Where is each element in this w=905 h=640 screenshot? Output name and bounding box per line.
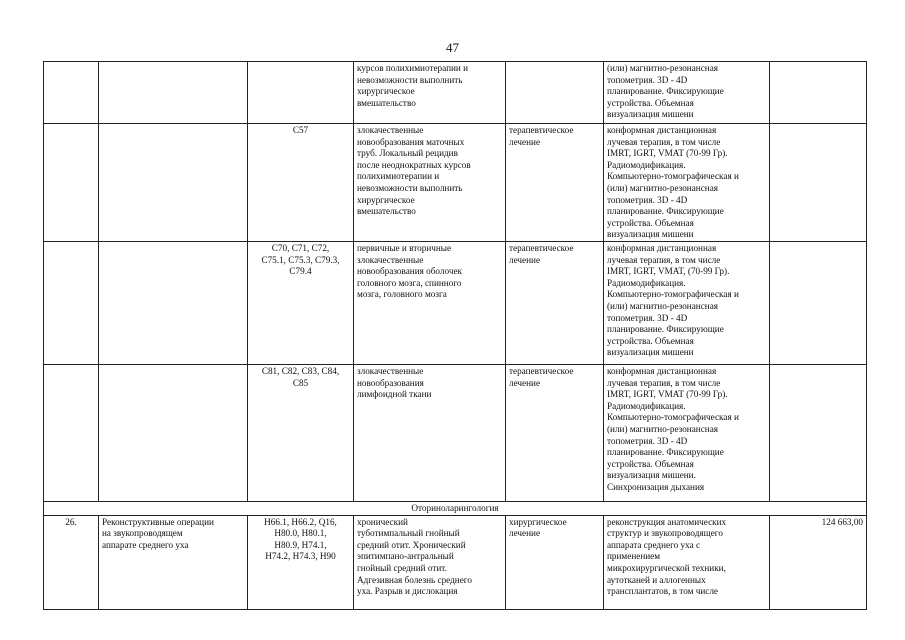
treatment-type-cell xyxy=(506,62,604,124)
page-number: 47 xyxy=(446,40,459,55)
method-cell: конформная дистанционная лучевая терапия, в том числе IMRT, IGRT, VMAT, (70-99 Гр). Радиомодификация. Компьютерно-томографическая и (или) магнитно-резонансная топометрия. 3D - 4D планирование. Фиксирующие устройства. Объемная визуализация мишени xyxy=(604,241,770,364)
intervention-name-cell: Реконструктивные операции на звукопроводящем аппарате среднего уха xyxy=(99,515,248,609)
section-header-row xyxy=(44,501,867,515)
treatment-table xyxy=(43,61,867,610)
diagnosis-cell: злокачественные новообразования маточных труб. Локальный рецидив после неоднократных курсов полихимиотерапии и невозможности выполнить хирургическое вмешательство xyxy=(354,124,506,242)
diagnosis-cell: первичные и вторичные злокачественные новообразования оболочек головного мозга, спинного мозга, головного мозга xyxy=(354,241,506,364)
treatment-type-cell: терапевтическое лечение xyxy=(506,364,604,501)
cost-cell xyxy=(770,364,867,501)
row-number-cell xyxy=(44,62,99,124)
icd-codes-cell: C81, C82, C83, C84, C85 xyxy=(248,364,354,501)
row-number-cell xyxy=(44,241,99,364)
treatment-type-cell: терапевтическое лечение xyxy=(506,241,604,364)
intervention-name-cell xyxy=(99,364,248,501)
cost-cell xyxy=(770,241,867,364)
table-row xyxy=(44,124,867,242)
table-row xyxy=(44,364,867,501)
section-title: Оториноларингология xyxy=(44,501,867,515)
treatment-type-cell: хирургическое лечение xyxy=(506,515,604,609)
icd-codes-cell xyxy=(248,62,354,124)
table-row xyxy=(44,241,867,364)
row-number-cell: 26. xyxy=(44,515,99,609)
cost-cell xyxy=(770,62,867,124)
method-cell: (или) магнитно-резонансная топометрия. 3D - 4D планирование. Фиксирующие устройства. Объемная визуализация мишени xyxy=(604,62,770,124)
icd-codes-cell: H66.1, H66.2, Q16, H80.0, H80.1, H80.9, H74.1, H74.2, H74.3, H90 xyxy=(248,515,354,609)
icd-codes-cell: C70, C71, C72, C75.1, C75.3, C79.3, C79.4 xyxy=(248,241,354,364)
treatment-type-cell: терапевтическое лечение xyxy=(506,124,604,242)
diagnosis-cell: злокачественные новообразования лимфоидной ткани xyxy=(354,364,506,501)
row-number-cell xyxy=(44,364,99,501)
cost-cell: 124 663,00 xyxy=(770,515,867,609)
diagnosis-cell: хронический туботимпальный гнойный средний отит. Хронический эпитимпано-антральный гнойный средний отит. Адгезивная болезнь среднего уха. Разрыв и дислокация xyxy=(354,515,506,609)
intervention-name-cell xyxy=(99,124,248,242)
table-row xyxy=(44,515,867,609)
method-cell: конформная дистанционная лучевая терапия, в том числе IMRT, IGRT, VMAT (70-99 Гр). Радиомодификация. Компьютерно-томографическая и (или) магнитно-резонансная топометрия. 3D - 4D планирование. Фиксирующие устройства. Объемная визуализация мишени. Синхронизация дыхания xyxy=(604,364,770,501)
diagnosis-cell: курсов полихимиотерапии и невозможности выполнить хирургическое вмешательство xyxy=(354,62,506,124)
row-number-cell xyxy=(44,124,99,242)
method-cell: конформная дистанционная лучевая терапия, в том числе IMRT, IGRT, VMAT (70-99 Гр). Радиомодификация. Компьютерно-томографическая и (или) магнитно-резонансная топометрия. 3D - 4D планирование. Фиксирующие устройства. Объемная визуализация мишени xyxy=(604,124,770,242)
intervention-name-cell xyxy=(99,62,248,124)
icd-codes-cell: C57 xyxy=(248,124,354,242)
intervention-name-cell xyxy=(99,241,248,364)
cost-cell xyxy=(770,124,867,242)
method-cell: реконструкция анатомических структур и звукопроводящего аппарата среднего уха с применением микрохирургической техники, аутотканей и аллогенных трансплантатов, в том числе xyxy=(604,515,770,609)
table-row xyxy=(44,62,867,124)
